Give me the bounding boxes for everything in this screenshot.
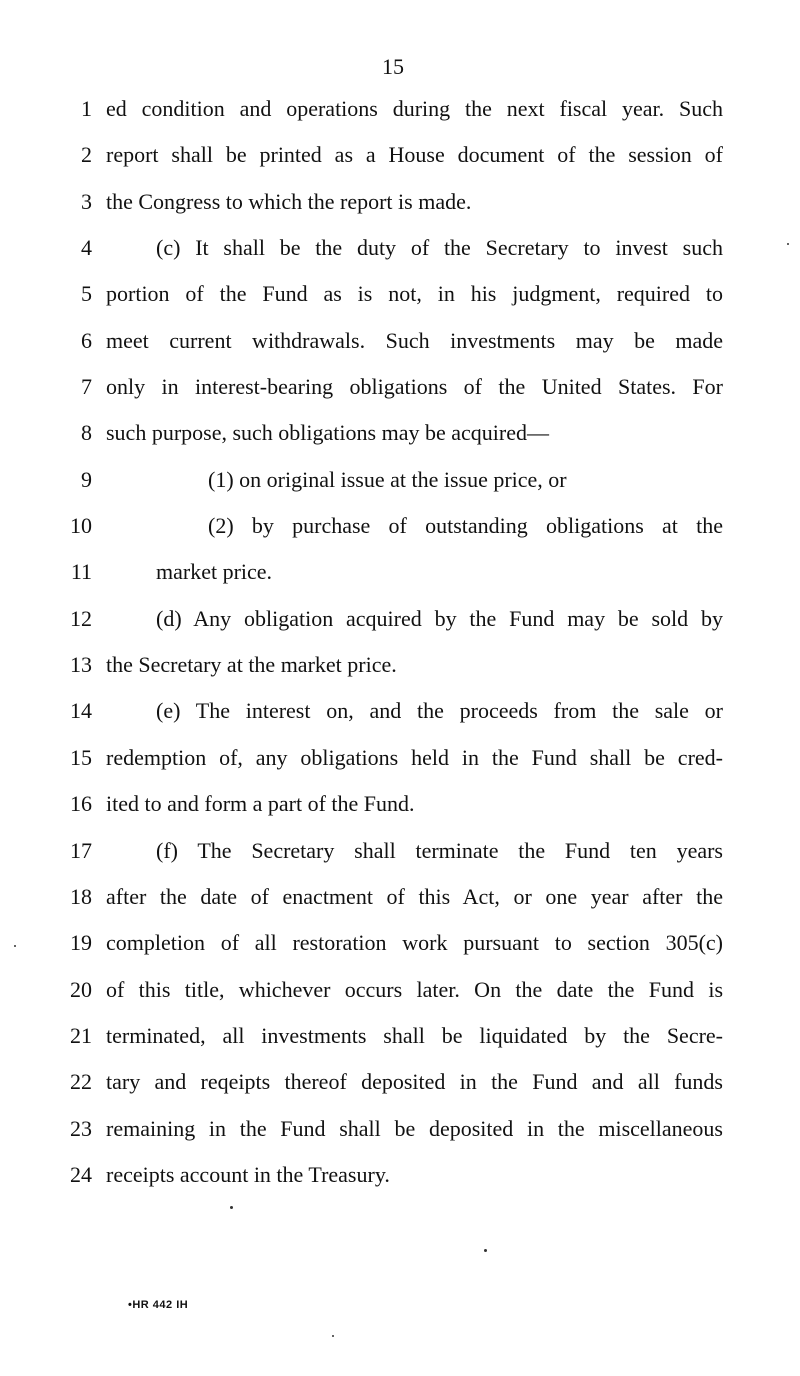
- bill-line: [0, 648, 800, 694]
- line-number: 18: [70, 883, 92, 909]
- line-number: 11: [70, 559, 92, 585]
- line-number: 14: [70, 698, 92, 724]
- scan-speck: [484, 1249, 487, 1252]
- bill-line: [0, 834, 800, 880]
- line-number: 8: [81, 420, 92, 446]
- line-text: completion of all restoration work pursuant to section 305(c): [106, 930, 723, 956]
- line-text: (c) It shall be the duty of the Secretary to invest such: [156, 235, 723, 261]
- line-text: market price.: [156, 559, 273, 585]
- line-text: the Secretary at the market price.: [106, 652, 397, 678]
- bill-line: [0, 1112, 800, 1158]
- line-number: 13: [70, 652, 92, 678]
- line-text: tary and reqeipts thereof deposited in the Fund and all funds: [106, 1069, 723, 1095]
- line-number: 16: [70, 791, 92, 817]
- bill-line: [0, 324, 800, 370]
- line-text: (d) Any obligation acquired by the Fund may be sold by: [156, 605, 723, 631]
- line-number: 9: [81, 466, 92, 492]
- bill-line: [0, 370, 800, 416]
- line-number: 24: [70, 1161, 92, 1187]
- line-number: 12: [70, 605, 92, 631]
- bill-line: [0, 741, 800, 787]
- line-number: 22: [70, 1069, 92, 1095]
- bill-line: [0, 973, 800, 1019]
- line-number: 6: [81, 327, 92, 353]
- line-number: 20: [70, 976, 92, 1002]
- scan-speck: [787, 243, 789, 245]
- bill-line: [0, 1065, 800, 1111]
- line-text: (2) by purchase of outstanding obligations at the: [208, 513, 723, 539]
- bill-line: [0, 555, 800, 601]
- line-number: 7: [81, 374, 92, 400]
- line-text: receipts account in the Treasury.: [106, 1161, 390, 1187]
- line-text: meet current withdrawals. Such investments may be made: [106, 327, 723, 353]
- bill-line: [0, 509, 800, 555]
- line-number: 17: [70, 837, 92, 863]
- bill-line: [0, 694, 800, 740]
- line-text: redemption of, any obligations held in the Fund shall be cred-: [106, 744, 723, 770]
- line-text: only in interest-bearing obligations of the United States. For: [106, 374, 723, 400]
- line-number: 19: [70, 930, 92, 956]
- scan-speck: [230, 1206, 233, 1209]
- line-number: 2: [81, 142, 92, 168]
- bill-text: [0, 92, 800, 1204]
- line-text: after the date of enactment of this Act, or one year after the: [106, 883, 723, 909]
- line-number: 10: [70, 513, 92, 539]
- line-number: 5: [81, 281, 92, 307]
- line-text: terminated, all investments shall be liquidated by the Secre-: [106, 1022, 723, 1048]
- line-number: 15: [70, 744, 92, 770]
- bill-line: [0, 602, 800, 648]
- line-number: 3: [81, 188, 92, 214]
- line-text: (f) The Secretary shall terminate the Fund ten years: [156, 837, 723, 863]
- bill-line: [0, 231, 800, 277]
- line-text: report shall be printed as a House document of the session of: [106, 142, 723, 168]
- line-text: remaining in the Fund shall be deposited in the miscellaneous: [106, 1115, 723, 1141]
- bill-line: [0, 416, 800, 462]
- bill-line: [0, 926, 800, 972]
- bill-line: [0, 1158, 800, 1204]
- line-text: ed condition and operations during the next fiscal year. Such: [106, 96, 723, 121]
- line-number: 4: [81, 235, 92, 261]
- line-text: of this title, whichever occurs later. On the date the Fund is: [106, 976, 723, 1002]
- line-text: (e) The interest on, and the proceeds from the sale or: [156, 698, 723, 724]
- bill-line: [0, 92, 800, 138]
- line-number: 1: [81, 96, 92, 121]
- page-number: 15: [382, 54, 404, 79]
- line-number: 23: [70, 1115, 92, 1141]
- line-number: 21: [70, 1022, 92, 1048]
- bill-line: [0, 277, 800, 323]
- line-text: portion of the Fund as is not, in his judgment, required to: [106, 281, 723, 307]
- scan-speck: [14, 945, 16, 947]
- line-text: ited to and form a part of the Fund.: [106, 791, 415, 817]
- line-text: such purpose, such obligations may be acquired—: [106, 420, 549, 446]
- line-text: (1) on original issue at the issue price, or: [208, 466, 567, 492]
- bill-line: [0, 787, 800, 833]
- scan-speck: [332, 1335, 334, 1337]
- line-text: the Congress to which the report is made.: [106, 188, 472, 214]
- bill-line: [0, 138, 800, 184]
- bill-line: [0, 185, 800, 231]
- bill-stamp: •HR 442 IH: [128, 1299, 189, 1311]
- bill-line: [0, 1019, 800, 1065]
- bill-line: [0, 463, 800, 509]
- bill-line: [0, 880, 800, 926]
